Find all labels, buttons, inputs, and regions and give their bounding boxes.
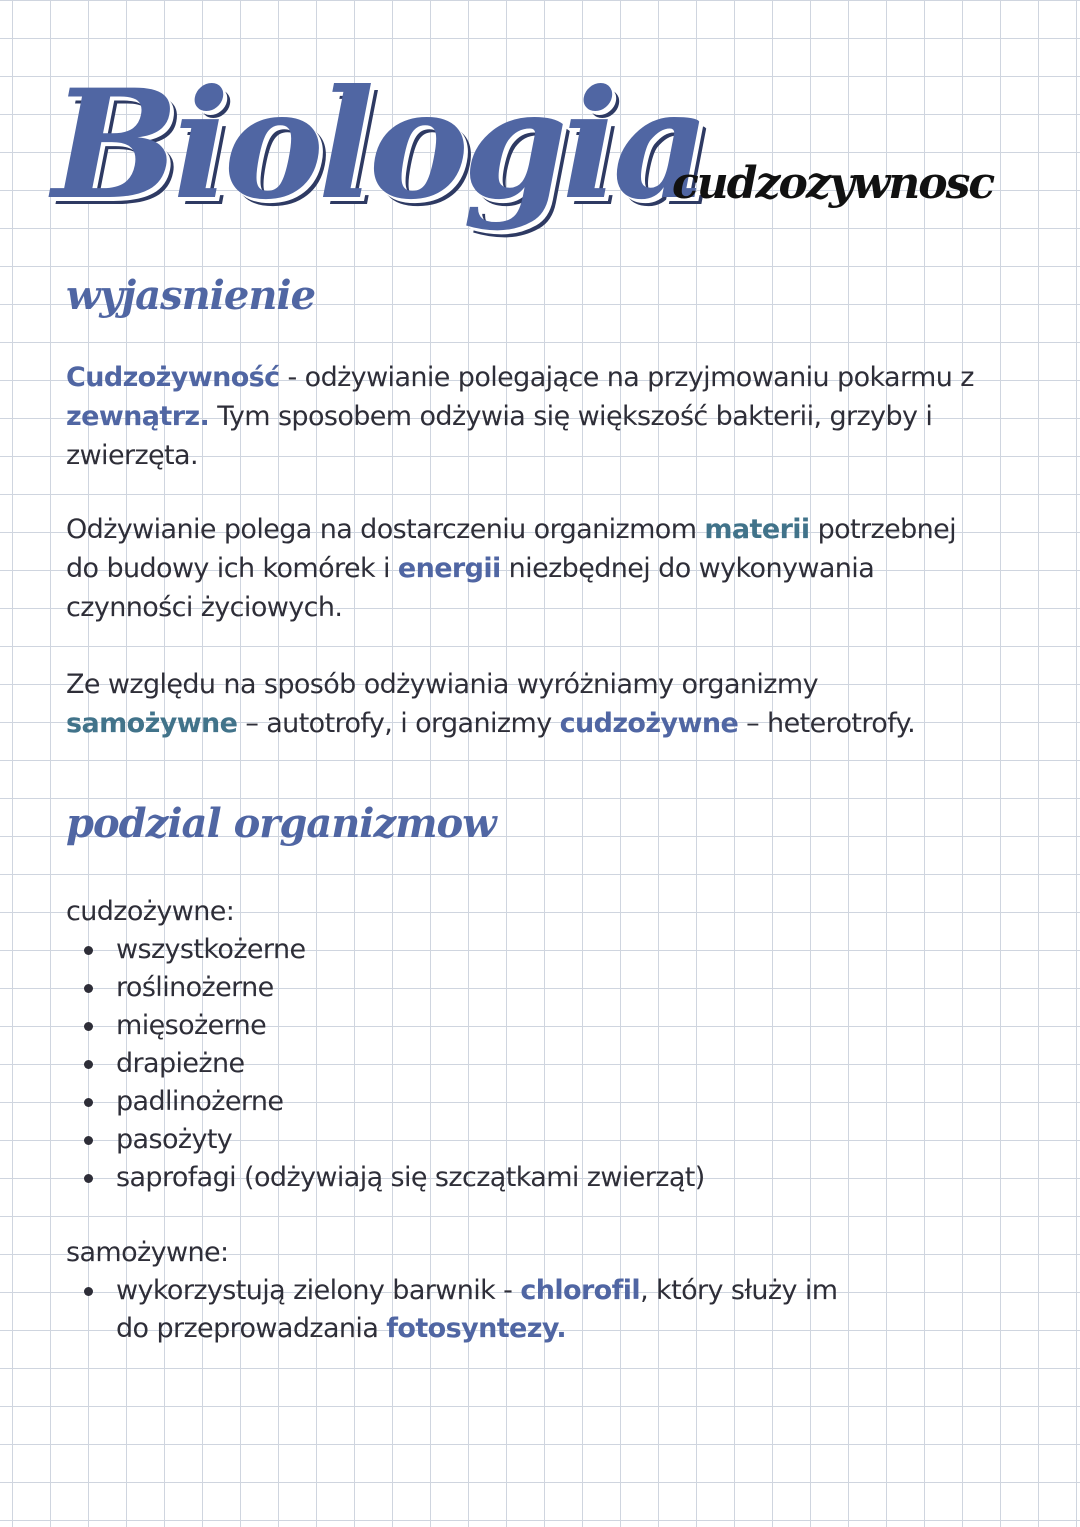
- heterotrophs-list: [66, 931, 996, 1197]
- bullet-icon: [84, 946, 93, 955]
- paragraph-text: niezbędnej do wykonywania czynności życiowych.: [66, 553, 875, 623]
- term-zewnatrz: zewnątrz.: [66, 401, 210, 432]
- term-cudzozywne: cudzożywne: [559, 708, 739, 739]
- list-item: padlinożerne: [116, 1083, 996, 1121]
- bullet-icon: [84, 1136, 93, 1145]
- section-heading-division: podzial organizmow: [66, 800, 496, 847]
- list-item: wykorzystują zielony barwnik - chlorofil, który służy im do przeprowadzania fotosyntezy.: [116, 1272, 876, 1348]
- bullet-icon: [84, 1098, 93, 1107]
- list-item: saprofagi (odżywiają się szczątkami zwierząt): [116, 1159, 996, 1197]
- page-title: Biologia: [52, 57, 704, 233]
- paragraph-text: – autotrofy, i organizmy: [237, 708, 560, 739]
- list-item: mięsożerne: [116, 1007, 996, 1045]
- explanation-paragraph-2: [66, 510, 996, 627]
- term-chlorofil: chlorofil: [520, 1275, 641, 1306]
- autotrophs-label: samożywne:: [66, 1237, 229, 1268]
- bullet-icon: [84, 1022, 93, 1031]
- page-subtitle: cudzozywnosc: [672, 158, 994, 209]
- explanation-paragraph-1: [66, 358, 996, 475]
- autotrophs-group: [66, 1234, 996, 1348]
- paragraph-text: Tym sposobem odżywia się większość bakterii, grzyby i zwierzęta.: [66, 401, 933, 471]
- term-materii: materii: [704, 514, 810, 545]
- bullet-icon: [84, 1060, 93, 1069]
- bullet-icon: [84, 984, 93, 993]
- list-item: drapieżne: [116, 1045, 996, 1083]
- bullet-icon: [84, 1287, 93, 1296]
- paragraph-text: - odżywianie polegające na przyjmowaniu pokarmu z: [279, 362, 974, 393]
- term-energii: energii: [397, 553, 501, 584]
- term-fotosyntezy: fotosyntezy.: [386, 1313, 567, 1344]
- list-item: roślinożerne: [116, 969, 996, 1007]
- term-cudzozywnosc: Cudzożywność: [66, 362, 280, 393]
- list-item: pasożyty: [116, 1121, 996, 1159]
- paragraph-text: – heterotrofy.: [738, 708, 916, 739]
- term-samozywne: samożywne: [66, 708, 238, 739]
- autotrophs-list: [66, 1272, 996, 1348]
- list-item: wszystkożerne: [116, 931, 996, 969]
- paragraph-text: Ze względu na sposób odżywiania wyróżniamy organizmy: [66, 669, 818, 700]
- section-heading-explanation: wyjasnienie: [66, 272, 316, 319]
- bullet-icon: [84, 1174, 93, 1183]
- paragraph-text: Odżywianie polega na dostarczeniu organizmom: [66, 514, 705, 545]
- heterotrophs-label: cudzożywne:: [66, 896, 235, 927]
- heterotrophs-group: [66, 893, 996, 1197]
- explanation-paragraph-3: [66, 665, 996, 743]
- paragraph-text: potrzebnej do budowy ich komórek i: [66, 514, 957, 584]
